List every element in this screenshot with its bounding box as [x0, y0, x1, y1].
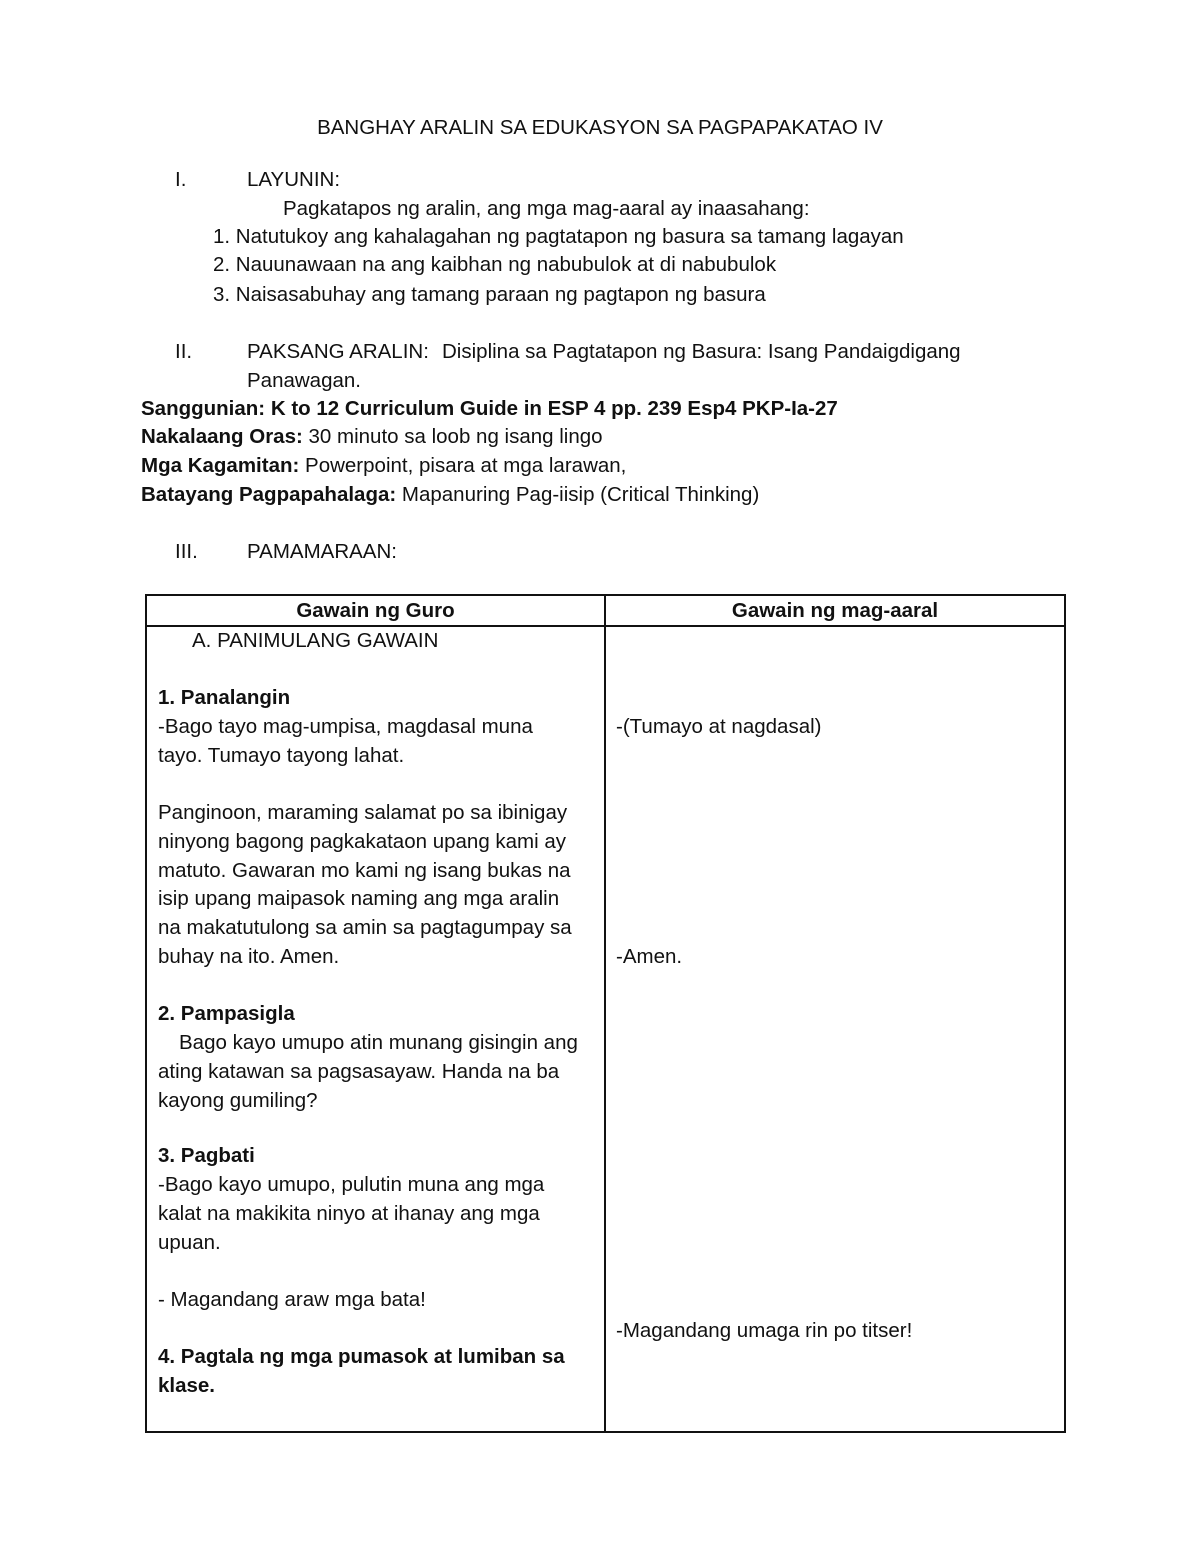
- topic-line: Disiplina sa Pagtatapon ng Basura: Isang Pandaigdigang: [442, 340, 961, 363]
- oras-row: [141, 423, 603, 451]
- kagamitan-label: Mga Kagamitan:: [141, 454, 300, 477]
- subsection-heading: A. PANIMULANG GAWAIN: [192, 629, 439, 652]
- section-2-numeral: II.: [175, 340, 193, 363]
- greeting-line: - Magandang araw mga bata!: [158, 1288, 426, 1311]
- pagtala-heading: 4. Pagtala ng mga pumasok at lumiban sa: [158, 1345, 565, 1368]
- sanggunian-value: K to 12 Curriculum Guide in ESP 4 pp. 239 Esp4 PKP-Ia-27: [270, 397, 838, 420]
- column-header-guro: Gawain ng Guro: [146, 595, 605, 626]
- sanggunian-row: [141, 395, 838, 423]
- objective-item: 1. Natutukoy ang kahalagahan ng pagtatapon ng basura sa tamang lagayan: [213, 225, 904, 248]
- section-1-numeral: I.: [175, 168, 187, 191]
- panalangin-heading: 1. Panalangin: [158, 686, 291, 709]
- text-line: ating katawan sa pagsasayaw. Handa na ba: [158, 1060, 560, 1083]
- procedure-table: [145, 594, 1066, 1433]
- student-response: -Amen.: [616, 945, 683, 968]
- pagtala-heading: klase.: [158, 1374, 215, 1397]
- prayer-line: isip upang maipasok naming ang mga aralin: [158, 887, 560, 910]
- table-header-row: [146, 595, 1065, 626]
- guro-cell: [146, 626, 605, 1432]
- section-3-numeral: III.: [175, 540, 198, 563]
- objective-item: 2. Nauunawaan na ang kaibhan ng nabubulok at di nabubulok: [213, 253, 777, 276]
- objectives-intro: Pagkatapos ng aralin, ang mga mag-aaral ay inaasahang:: [283, 197, 810, 220]
- sanggunian-label: Sanggunian:: [141, 397, 266, 420]
- section-1-heading: LAYUNIN:: [247, 168, 341, 191]
- document-title: BANGHAY ARALIN SA EDUKASYON SA PAGPAPAKATAO IV: [317, 116, 883, 139]
- student-response: -(Tumayo at nagdasal): [616, 715, 822, 738]
- topic-line: Panawagan.: [247, 369, 361, 392]
- column-header-magaaral: Gawain ng mag-aaral: [605, 595, 1065, 626]
- student-response: -Magandang umaga rin po titser!: [616, 1319, 913, 1342]
- text-line: -Bago kayo umupo, pulutin muna ang mga: [158, 1173, 545, 1196]
- kagamitan-row: [141, 452, 626, 480]
- prayer-line: ninyong bagong pagkakataon upang kami ay: [158, 830, 567, 853]
- section-2-heading: PAKSANG ARALIN:: [247, 340, 429, 363]
- pagpapahalaga-label: Batayang Pagpapahalaga:: [141, 483, 397, 506]
- oras-label: Nakalaang Oras:: [141, 425, 303, 448]
- pagpapahalaga-value: Mapanuring Pag-iisip (Critical Thinking): [401, 483, 760, 506]
- prayer-line: buhay na ito. Amen.: [158, 945, 340, 968]
- section-3-heading: PAMAMARAAN:: [247, 540, 397, 563]
- prayer-line: na makatutulong sa amin sa pagtagumpay sa: [158, 916, 572, 939]
- magaaral-cell: [605, 626, 1065, 1432]
- text-line: tayo. Tumayo tayong lahat.: [158, 744, 405, 767]
- pagpapahalaga-row: [141, 481, 759, 509]
- objective-item: 3. Naisasabuhay ang tamang paraan ng pagtapon ng basura: [213, 283, 766, 306]
- text-line: upuan.: [158, 1231, 221, 1254]
- oras-value: 30 minuto sa loob ng isang lingo: [308, 425, 603, 448]
- pagbati-heading: 3. Pagbati: [158, 1144, 255, 1167]
- kagamitan-value: Powerpoint, pisara at mga larawan,: [305, 454, 627, 477]
- text-line: kayong gumiling?: [158, 1089, 318, 1112]
- text-line: -Bago tayo mag-umpisa, magdasal muna: [158, 715, 533, 738]
- pampasigla-heading: 2. Pampasigla: [158, 1002, 295, 1025]
- prayer-line: Panginoon, maraming salamat po sa ibinigay: [158, 801, 568, 824]
- prayer-line: matuto. Gawaran mo kami ng isang bukas na: [158, 859, 571, 882]
- table-row: [146, 626, 1065, 1432]
- text-line: Bago kayo umupo atin munang gisingin ang: [179, 1031, 578, 1054]
- text-line: kalat na makikita ninyo at ihanay ang mga: [158, 1202, 540, 1225]
